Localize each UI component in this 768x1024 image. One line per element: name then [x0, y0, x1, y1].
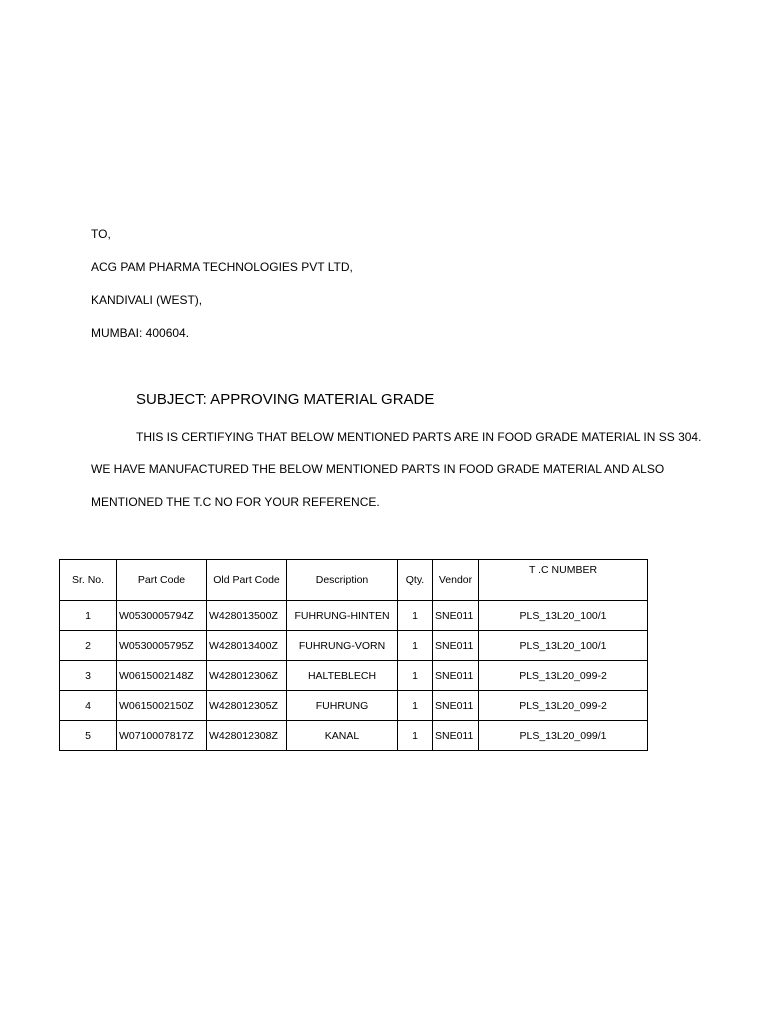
table-row [60, 691, 648, 721]
parts-table [59, 559, 648, 751]
cell-description: HALTEBLECH [287, 661, 398, 691]
cell-old-part-code: W428012306Z [207, 661, 287, 691]
table-row [60, 721, 648, 751]
cell-qty: 1 [398, 661, 433, 691]
cell-vendor: SNE011 [433, 601, 479, 631]
cell-vendor: SNE011 [433, 691, 479, 721]
cell-tc-number: PLS_13L20_099-2 [479, 661, 648, 691]
cell-part-code: W0530005795Z [117, 631, 207, 661]
cell-sr-no: 2 [60, 631, 117, 661]
cell-tc-number: PLS_13L20_099/1 [479, 721, 648, 751]
header-tc-number: T .C NUMBER [479, 560, 648, 601]
table-row [60, 601, 648, 631]
cell-tc-number: PLS_13L20_099-2 [479, 691, 648, 721]
body-line-2: WE HAVE MANUFACTURED THE BELOW MENTIONED PARTS IN FOOD GRADE MATERIAL AND ALSO [91, 462, 665, 476]
table-row [60, 661, 648, 691]
header-part-code: Part Code [117, 560, 207, 601]
address-area: KANDIVALI (WEST), [91, 293, 203, 307]
cell-vendor: SNE011 [433, 631, 479, 661]
address-company: ACG PAM PHARMA TECHNOLOGIES PVT LTD, [91, 260, 353, 274]
header-vendor: Vendor [433, 560, 479, 601]
cell-old-part-code: W428012305Z [207, 691, 287, 721]
cell-description: FUHRUNG-VORN [287, 631, 398, 661]
cell-sr-no: 1 [60, 601, 117, 631]
cell-description: FUHRUNG-HINTEN [287, 601, 398, 631]
header-description: Description [287, 560, 398, 601]
cell-vendor: SNE011 [433, 721, 479, 751]
cell-sr-no: 5 [60, 721, 117, 751]
cell-old-part-code: W428012308Z [207, 721, 287, 751]
body-line-1: THIS IS CERTIFYING THAT BELOW MENTIONED PARTS ARE IN FOOD GRADE MATERIAL IN SS 304. [136, 430, 702, 444]
cell-old-part-code: W428013500Z [207, 601, 287, 631]
cell-part-code: W0615002148Z [117, 661, 207, 691]
address-to: TO, [91, 227, 111, 241]
cell-tc-number: PLS_13L20_100/1 [479, 601, 648, 631]
body-line-3: MENTIONED THE T.C NO FOR YOUR REFERENCE. [91, 495, 380, 509]
cell-old-part-code: W428013400Z [207, 631, 287, 661]
cell-qty: 1 [398, 631, 433, 661]
address-city: MUMBAI: 400604. [91, 326, 190, 340]
cell-part-code: W0530005794Z [117, 601, 207, 631]
cell-qty: 1 [398, 721, 433, 751]
cell-description: KANAL [287, 721, 398, 751]
header-qty: Qty. [398, 560, 433, 601]
cell-description: FUHRUNG [287, 691, 398, 721]
table-row [60, 631, 648, 661]
subject-line: SUBJECT: APPROVING MATERIAL GRADE [136, 391, 435, 408]
cell-qty: 1 [398, 691, 433, 721]
cell-vendor: SNE011 [433, 661, 479, 691]
header-sr-no: Sr. No. [60, 560, 117, 601]
cell-part-code: W0615002150Z [117, 691, 207, 721]
cell-part-code: W0710007817Z [117, 721, 207, 751]
cell-sr-no: 3 [60, 661, 117, 691]
cell-tc-number: PLS_13L20_100/1 [479, 631, 648, 661]
cell-sr-no: 4 [60, 691, 117, 721]
cell-qty: 1 [398, 601, 433, 631]
table-header-row [60, 560, 648, 601]
header-old-part-code: Old Part Code [207, 560, 287, 601]
